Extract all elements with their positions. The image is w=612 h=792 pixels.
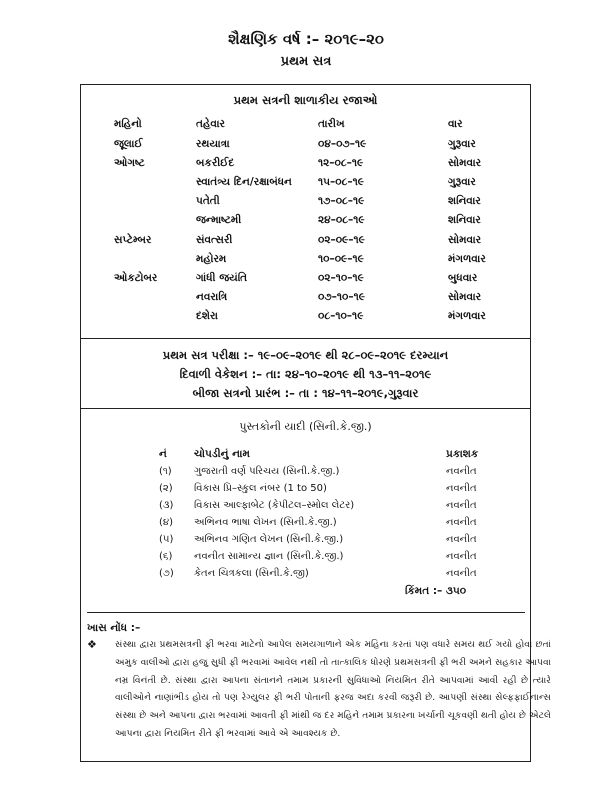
table-row <box>81 310 530 327</box>
festival-cell: નવરાત્રિ <box>196 291 228 303</box>
list-item <box>81 500 530 517</box>
festival-cell: મહોરમ <box>196 253 227 265</box>
month-cell: ઓગષ્ટ <box>114 157 145 169</box>
book-publisher: નવનીત <box>446 551 477 562</box>
list-item <box>81 534 530 551</box>
date-cell: ૨૪–૦૮–૧૯ <box>318 214 365 226</box>
book-publisher: નવનીત <box>446 483 477 494</box>
festival-cell: સ્વાતંત્ર્ય દિન/રક્ષાબંધન <box>196 176 292 188</box>
day-cell: બુધવાર <box>448 272 478 284</box>
book-no: (૭) <box>159 568 174 579</box>
second-term-start: બીજા સત્રનો પ્રારંભ :– તા : ૧૪–૧૧–૨૦૧૯,ગુરૂવાર <box>192 386 419 400</box>
table-row <box>81 138 530 155</box>
academic-year-title: શૈક્ષણિક વર્ષ :– ૨૦૧૯–૨૦ <box>228 30 384 48</box>
day-cell: શનિવાર <box>448 214 481 226</box>
list-item <box>81 551 530 568</box>
col-month-header: મહિનો <box>114 118 142 130</box>
books-price: કિંમત :– ૩૫૦ <box>405 585 467 597</box>
day-cell: ગુરૂવાર <box>448 138 476 150</box>
book-name: અભિનવ ભાષા લેખન (સિની.કે.જી.) <box>194 517 337 528</box>
book-name: કેતન ચિત્રકલા (સિની.કે.જી) <box>194 568 309 579</box>
book-publisher: નવનીત <box>446 466 477 477</box>
month-cell: જૂલાઈ <box>114 138 143 150</box>
festival-cell: સંવત્સરી <box>196 234 233 246</box>
col-publisher-header: પ્રકાશક <box>446 448 479 460</box>
book-no: (૩) <box>159 500 174 511</box>
term-title: પ્રથમ સત્ર <box>280 54 332 69</box>
book-no: (૬) <box>159 551 173 562</box>
book-name: વિકાસ આલ્ફાબેટ (કેપીટલ–સ્મોલ લેટર) <box>194 500 355 511</box>
festival-cell: બકરીઈદ <box>196 157 235 169</box>
books-heading: પુસ્તકોની યાદી (સિની.કે.જી.) <box>239 420 372 433</box>
date-cell: ૦૮–૧૦–૧૯ <box>318 310 364 322</box>
book-name: નવનીત સામાન્ય જ્ઞાન (સિની.કે.જી.) <box>194 551 344 562</box>
table-row <box>81 195 530 212</box>
table-row <box>81 157 530 174</box>
table-row <box>81 214 530 231</box>
day-cell: મંગળવાર <box>448 253 486 265</box>
book-no: (૫) <box>159 534 174 545</box>
book-no: (૧) <box>159 466 172 477</box>
month-cell: સપ્ટેમ્બર <box>114 234 152 246</box>
table-row <box>81 176 530 193</box>
table-row <box>81 291 530 308</box>
list-item <box>81 466 530 483</box>
book-publisher: નવનીત <box>446 534 477 545</box>
divider <box>87 612 525 613</box>
month-cell: ઓકટોબર <box>114 272 158 284</box>
list-item <box>81 568 530 585</box>
date-cell: ૦૨–૦૯–૧૯ <box>318 234 365 246</box>
note-title: ખાસ નોંધ :– <box>87 622 141 634</box>
festival-cell: દશેરા <box>196 310 218 322</box>
date-cell: ૦૪–૦૭–૧૯ <box>318 138 367 150</box>
col-festival-header: તહેવાર <box>196 118 225 130</box>
list-item <box>81 483 530 500</box>
day-cell: સોમવાર <box>448 291 482 303</box>
holidays-header-row <box>81 118 530 135</box>
diamond-bullet-icon: ❖ <box>87 638 97 651</box>
holidays-heading: પ્રથમ સત્રની શાળાકીય રજાઓ <box>233 93 378 107</box>
book-publisher: નવનીત <box>446 517 477 528</box>
day-cell: શનિવાર <box>448 195 481 207</box>
divider <box>81 408 530 409</box>
date-cell: ૧૨–૦૮–૧૯ <box>318 157 364 169</box>
date-cell: ૧૦–૦૯–૧૯ <box>318 253 364 265</box>
date-cell: ૦૭–૧૦–૧૯ <box>318 291 365 303</box>
day-cell: ગુરૂવાર <box>448 176 476 188</box>
date-cell: ૧૫–૦૮–૧૯ <box>318 176 365 188</box>
festival-cell: રથયાત્રા <box>196 138 230 150</box>
book-publisher: નવનીત <box>446 500 477 511</box>
table-row <box>81 234 530 251</box>
book-no: (૨) <box>159 483 173 494</box>
book-publisher: નવનીત <box>446 568 477 579</box>
document-frame <box>80 84 551 762</box>
col-day-header: વાર <box>448 118 463 130</box>
table-row <box>81 272 530 289</box>
note-body: સંસ્થા દ્વારા પ્રથમસત્રની ફી ભરવા માટેનો આપેલ સમયગાળાને એક મહિના કરતાં પણ વધારે સમય થઈ ગયો હોવા છતાં અમુક વાલીઓ દ્વારા હજુ સુધી ફી ભરવામાં આવેલ નથી તો તાત્કાલિક ધોરણે પ્રથમસત્રની ફી ભરી અમને સહકાર આપવા નમ્ર વિનંતી છે. સંસ્થા દ્વારા આપના સંતાનને તમામ પ્રકારની સુવિધાઓ નિયમિત રીતે આપવામાં આવી રહી છે ત્યારે વાલીઓને નાણાંભીડ હોય તો પણ રેગ્યુલર ફી ભરી પોતાની ફરજ અદા કરવી જરૂરી છે. આપણી સંસ્થા સેલ્ફફાઈનાન્સ સંસ્થા છે અને આપના દ્વારા ભરવામાં આવતી ફી માંથી જ દર મહિને તમામ પ્રકારના ખર્ચાની ચૂકવણી થતી હોય છે એટલે આપના દ્વારા નિયમિત રીતે ફી ભરવામાં આવે એ આવશ્યક છે. <box>115 639 551 739</box>
book-name: અભિનવ ગણિત લેખન (સિની.કે.જી.) <box>194 534 344 545</box>
date-cell: ૦૨–૧૦–૧૯ <box>318 272 364 284</box>
table-row <box>81 253 530 270</box>
festival-cell: જન્માષ્ટમી <box>196 214 242 226</box>
festival-cell: પતેતી <box>196 195 220 207</box>
book-no: (૪) <box>159 517 174 528</box>
book-name: ગુજરાતી વર્ણ પરિચય (સિની.કે.જી.) <box>194 466 340 477</box>
diwali-vacation: દિવાળી વેકેશન :– તા: ૨૪–૧૦–૨૦૧૯ થી ૧૩–૧૧–૨૦૧૯ <box>179 367 432 381</box>
col-date-header: તારીખ <box>318 118 345 130</box>
date-cell: ૧૭–૦૮–૧૯ <box>318 195 365 207</box>
exam-schedule: પ્રથમ સત્ર પરીક્ષા :– ૧૯–૦૯–૨૦૧૯ થી ૨૮–૦૯–૨૦૧૯ દરમ્યાન <box>162 348 449 362</box>
day-cell: સોમવાર <box>448 157 482 169</box>
list-item <box>81 517 530 534</box>
col-bookname-header: ચોપડીનું નામ <box>194 448 250 460</box>
books-header-row <box>81 448 530 465</box>
book-name: વિકાસ પ્રિ–સ્કુલ નંબર (1 to 50) <box>194 483 327 494</box>
col-no-header: નં <box>159 448 167 460</box>
divider <box>81 338 530 339</box>
day-cell: સોમવાર <box>448 234 482 246</box>
festival-cell: ગાંધી જયંતિ <box>196 272 248 284</box>
day-cell: મંગળવાર <box>448 310 486 322</box>
